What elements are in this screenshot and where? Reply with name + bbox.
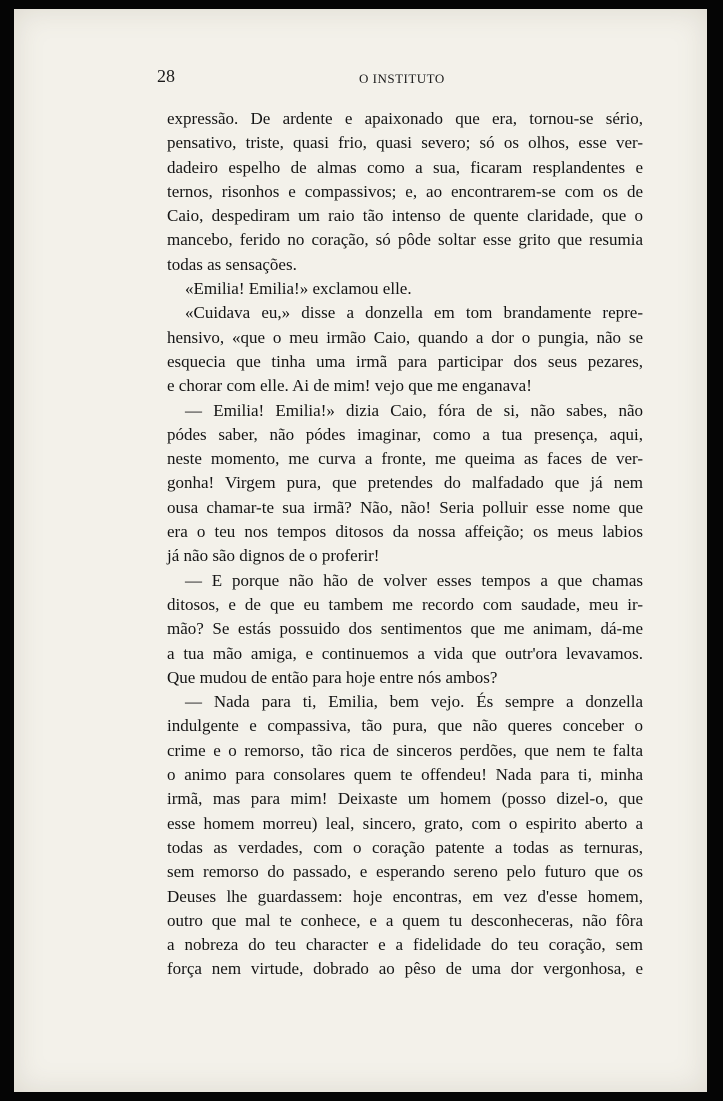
text-line: a nobreza do teu character e a fidelidade do teu coração, sem: [167, 935, 643, 955]
text-line: esse homem morreu) leal, sincero, grato, com o espirito aberto a: [167, 813, 643, 833]
text-line: já não são dignos de o proferir!: [167, 546, 380, 566]
text-line: crime e o remorso, tão rica de sinceros perdões, que nem te falta: [167, 740, 643, 760]
text-line: ternos, risonhos e compassivos; e, ao encontrarem-se com os de: [167, 181, 643, 201]
text-line: «Cuidava eu,» disse a donzella em tom brandamente repre-: [185, 303, 643, 323]
text-line: mão? Se estás possuido dos sentimentos que me animam, dá-me: [167, 619, 643, 639]
text-line: hensivo, «que o meu irmão Caio, quando a dor o pungia, não se: [167, 327, 643, 347]
text-line: mancebo, ferido no coração, só pôde soltar esse grito que resumia: [167, 230, 643, 250]
text-line: dadeiro espelho de almas como a sua, ficaram resplandentes e: [167, 157, 643, 177]
body-text: [167, 107, 643, 982]
running-title: O INSTITUTO: [359, 71, 445, 86]
text-line: «Emilia! Emilia!» exclamou elle.: [185, 279, 412, 299]
text-line: pódes saber, não pódes imaginar, como a tua presença, aqui,: [167, 424, 643, 444]
text-line: indulgente e compassiva, tão pura, que não queres conceber o: [167, 716, 643, 736]
text-line: todas as sensações.: [167, 254, 297, 274]
text-line: esquecia que tinha uma irmã para participar dos seus pezares,: [167, 351, 643, 371]
text-line: outro que mal te conhece, e a quem tu desconheceras, não fôra: [167, 910, 643, 930]
page-header: [157, 66, 647, 92]
text-line: o animo para consolares quem te offendeu! Nada para ti, minha: [167, 765, 643, 785]
text-line: sem remorso do passado, e esperando sereno pelo futuro que os: [167, 862, 643, 882]
page-number: 28: [157, 66, 175, 86]
text-line: expressão. De ardente e apaixonado que era, tornou-se sério,: [167, 109, 643, 128]
text-line: a tua mão amiga, e continuemos a vida que outr'ora levavamos.: [167, 643, 643, 663]
text-line: — Nada para ti, Emilia, bem vejo. És sempre a donzella: [185, 692, 643, 712]
text-line: — E porque não hão de volver esses tempos a que chamas: [185, 570, 643, 590]
text-line: pensativo, triste, quasi frio, quasi severo; só os olhos, esse ver-: [167, 133, 643, 153]
text-line: todas as verdades, com o coração patente a todas as ternuras,: [167, 837, 643, 857]
text-line: Deuses lhe guardassem: hoje encontras, em vez d'esse homem,: [167, 886, 643, 906]
text-line: era o teu nos tempos ditosos da nossa affeição; os meus labios: [167, 522, 643, 542]
text-line: neste momento, me curva a fronte, me queima as faces de ver-: [167, 449, 643, 469]
text-line: gonha! Virgem pura, que pretendes do malfadado que já nem: [167, 473, 643, 493]
text-line: — Emilia! Emilia!» dizia Caio, fóra de si, não sabes, não: [185, 400, 643, 420]
text-line: ousa chamar-te sua irmã? Não, não! Seria polluir esse nome que: [167, 497, 643, 517]
text-line: Caio, despediram um raio tão intenso de quente claridade, que o: [167, 206, 643, 226]
text-line: Que mudou de então para hoje entre nós ambos?: [167, 667, 498, 687]
text-line: irmã, mas para mim! Deixaste um homem (posso dizel-o, que: [167, 789, 643, 809]
text-line: ditosos, e de que eu tambem me recordo com saudade, meu ir-: [167, 594, 643, 614]
text-line: força nem virtude, dobrado ao pêso de uma dor vergonhosa, e: [167, 959, 643, 979]
text-line: e chorar com elle. Ai de mim! vejo que me enganava!: [167, 376, 532, 396]
